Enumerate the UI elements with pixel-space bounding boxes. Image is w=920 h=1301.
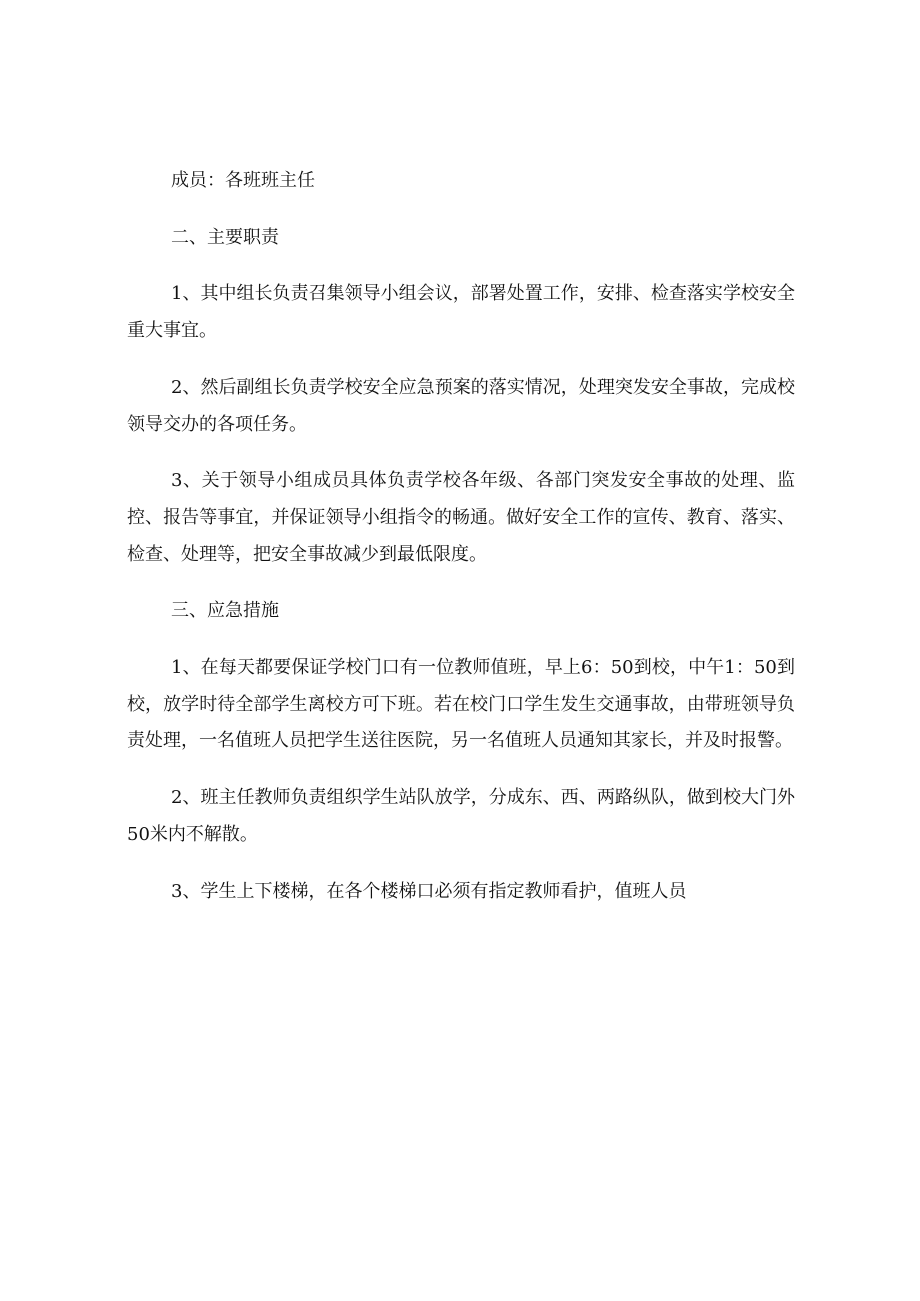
duty-item-3: 3、关于领导小组成员具体负责学校各年级、各部门突发安全事故的处理、监控、报告等事宜，并保证领导小组指令的畅通。做好安全工作的宣传、教育、落实、检查、处理等，把安全事故减少到最低限度。 <box>127 470 795 565</box>
duty-item-1: 1、其中组长负责召集领导小组会议，部署处置工作，安排、检查落实学校安全重大事宜。 <box>127 283 795 342</box>
duty-item-2: 2、然后副组长负责学校安全应急预案的落实情况，处理突发安全事故，完成校领导交办的各项任务。 <box>127 376 795 435</box>
measure-item-1: 1、在每天都要保证学校门口有一位教师值班，早上6：50到校，中午1：50到校，放学时待全部学生离校方可下班。若在校门口学生发生交通事故，由带班领导负责处理，一名值班人员把学生送往医院，另一名值班人员通知其家长，并及时报警。 <box>127 657 795 752</box>
measure-item-2: 2、班主任教师负责组织学生站队放学，分成东、西、两路纵队，做到校大门外50米内不解散。 <box>127 787 795 845</box>
members-line: 成员：各班班主任 <box>171 170 315 191</box>
section-heading-emergency-measures: 三、应急措施 <box>171 600 279 622</box>
document-body <box>127 163 795 910</box>
measure-item-3: 3、学生上下楼梯，在各个楼梯口必须有指定教师看护，值班人员 <box>171 880 687 902</box>
section-heading-main-duties: 二、主要职责 <box>171 226 279 248</box>
